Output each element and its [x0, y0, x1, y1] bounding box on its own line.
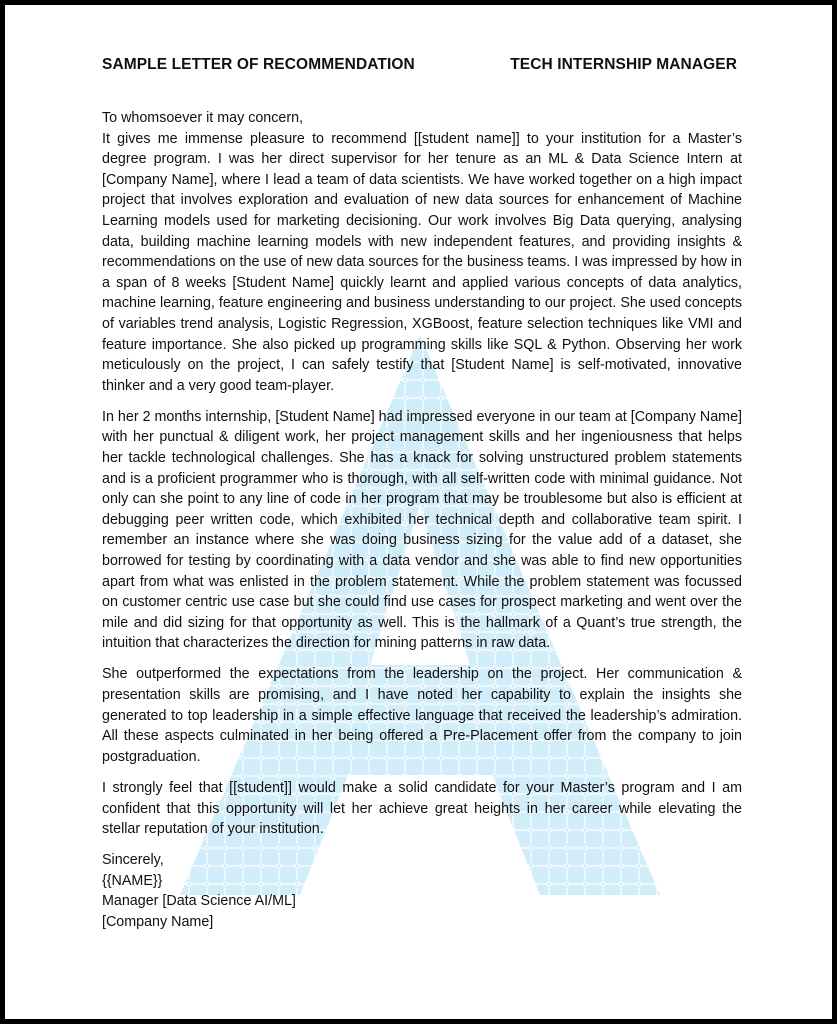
- signer-title: Manager [Data Science AI/ML]: [102, 893, 296, 910]
- paragraph-internship: In her 2 months internship, [Student Name] had impressed everyone in our team at [Company Name] with her punctual & diligent work, her project management skills and her ingeniousness that helps her tackle technological challenges. She has a knack for solving unstructured problem statements and is a proficient programmer who is thorough, with all self-written code with minimal guidance. Not only can she point to any line of code in her program that may be troublesome but also is efficient at debugging peer written code, which exhibited her technical depth and collaborative team spirit. I remember an instance where she was doing business sizing for the value add of a dataset, she borrowed for testing by coordinating with a data vendor and she was able to find new opportunities apart from what was enlisted in the problem statement. While the problem statement was focussed on customer centric use case but she could find use cases for prospect marketing and went over the mile and did sizing for that opportunity as well. This is the hallmark of a Quant’s true strength, the intuition that characterizes the direction for mining patterns in raw data.: [102, 408, 742, 652]
- signer-company: [Company Name]: [102, 913, 214, 930]
- salutation: To whomsoever it may concern,: [102, 110, 304, 126]
- valediction: Sincerely,: [102, 852, 164, 869]
- letter-closing: [102, 850, 742, 932]
- paragraph-recommendation: It gives me immense pleasure to recommend [[student name]] to your institution for a Master’s degree program. I was her direct supervisor for her tenure as an ML & Data Science Intern at [Company Name], where I lead a team of data scientists. We have worked together on a high impact project that involves exploration and evaluation of new data sources for enhancement of Machine Learning models used for marketing decisioning. Our work involves Big Data querying, analysing data, building machine learning models with new independent features, and providing insights & recommendations on the use of new data sources for the business teams. I was impressed by how in a span of 8 weeks [Student Name] quickly learnt and applied various concepts of data analytics, machine learning, feature engineering and business understanding to our project. She used concepts of variables trend analysis, Logistic Regression, XGBoost, feature selection techniques like VMI and feature importance. She also picked up programming skills like SQL & Python. Observing her work meticulously on the project, I can safely testify that [Student Name] is self-motivated, innovative thinker and a very good team-player.: [102, 130, 742, 394]
- letter-subtitle: TECH INTERNSHIP MANAGER: [510, 56, 737, 73]
- letter-header: [102, 55, 742, 77]
- paragraph-conclusion: I strongly feel that [[student]] would make a solid candidate for your Master’s program and I am confident that this opportunity will let her achieve great heights in her career while elevating the stellar reputation of your institution.: [102, 779, 742, 838]
- paragraph-leadership: She outperformed the expectations from the leadership on the project. Her communication & presentation skills are promising, and I have noted her capability to explain the insights she generated to top leadership in a simple effective language that received the leadership’s admiration. All these aspects culminated in her being offered a Pre-Placement offer from the company to join postgraduation.: [102, 666, 742, 765]
- signer-name: {{NAME}}: [102, 872, 163, 889]
- letter-title: SAMPLE LETTER OF RECOMMENDATION: [102, 56, 415, 73]
- letter-content: [102, 55, 742, 933]
